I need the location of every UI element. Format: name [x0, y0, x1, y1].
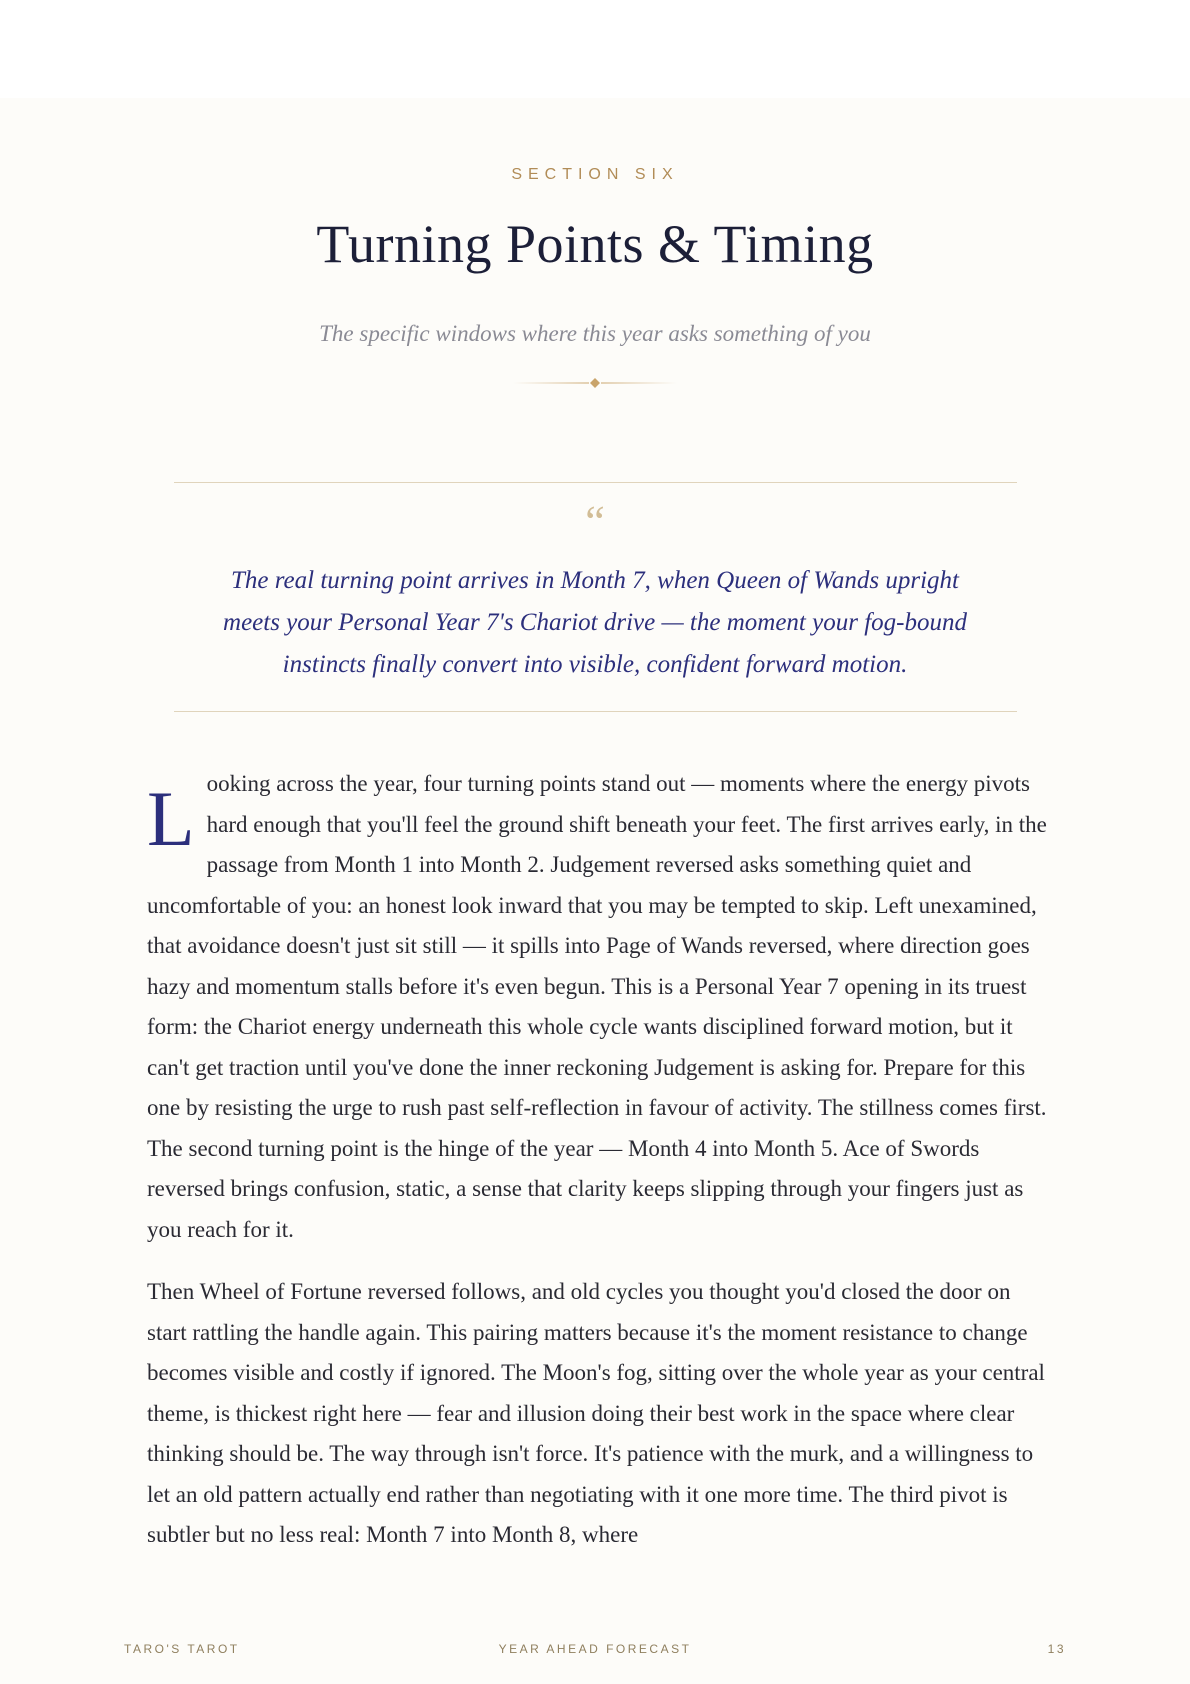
footer-brand: TARO'S TAROT	[124, 1642, 240, 1656]
page-number: 13	[1047, 1642, 1066, 1656]
body-paragraph-2: Then Wheel of Fortune reversed follows, and old cycles you thought you'd closed the door on start rattling the handle again. This pairing matters because it's the moment resistance to change becomes visible and costly if ignored. The Moon's fog, sitting over the whole year as your central theme, is thickest right here — fear and illusion doing their best work in the space where clear thinking should be. The way through isn't force. It's patience with the murk, and a willingness to let an old pattern actually end rather than negotiating with it one more time. The third pivot is subtler but no less real: Month 7 into Month 8, where	[147, 1279, 1045, 1547]
pull-quote: The real turning point arrives in Month 7, when Queen of Wands upright meets your Personal Year 7's Chariot drive — the moment your fog-bound instincts finally convert into visible, confident forward motion.	[223, 567, 967, 678]
body-text	[147, 764, 1047, 1578]
ornament-divider-icon	[513, 377, 677, 389]
section-kicker: SECTION SIX	[511, 166, 679, 183]
quote-bottom-rule	[174, 711, 1017, 712]
footer-report-title: YEAR AHEAD FORECAST	[498, 1642, 692, 1656]
quote-mark-icon: “	[585, 497, 605, 546]
quote-top-rule	[174, 482, 1017, 483]
body-paragraph-1-text: ooking across the year, four turning points stand out — moments where the energy pivots hard enough that you'll feel the ground shift beneath your feet. The first arrives early, in the passage from Month 1 into Month 2. Judgement reversed asks something quiet and uncomfortable of you: an honest look inward that you may be tempted to skip. Left unexamined, that avoidance doesn't just sit still — it spills into Page of Wands reversed, where direction goes hazy and momentum stalls before it's even begun. This is a Personal Year 7 opening in its truest form: the Chariot energy underneath this whole cycle wants disciplined forward motion, but it can't get traction until you've done the inner reckoning Judgement is asking for. Prepare for this one by resisting the urge to rush past self-reflection in favour of activity. The stillness comes first. The second turning point is the hinge of the year — Month 4 into Month 5. Ace of Swords reversed brings confusion, static, a sense that clarity keeps slipping through your fingers just as you reach for it.	[147, 771, 1047, 1242]
drop-cap: L	[147, 775, 195, 862]
section-title: Turning Points & Timing	[316, 214, 874, 274]
section-subtitle: The specific windows where this year asks something of you	[319, 321, 871, 346]
body-paragraph-1	[147, 764, 1047, 1250]
